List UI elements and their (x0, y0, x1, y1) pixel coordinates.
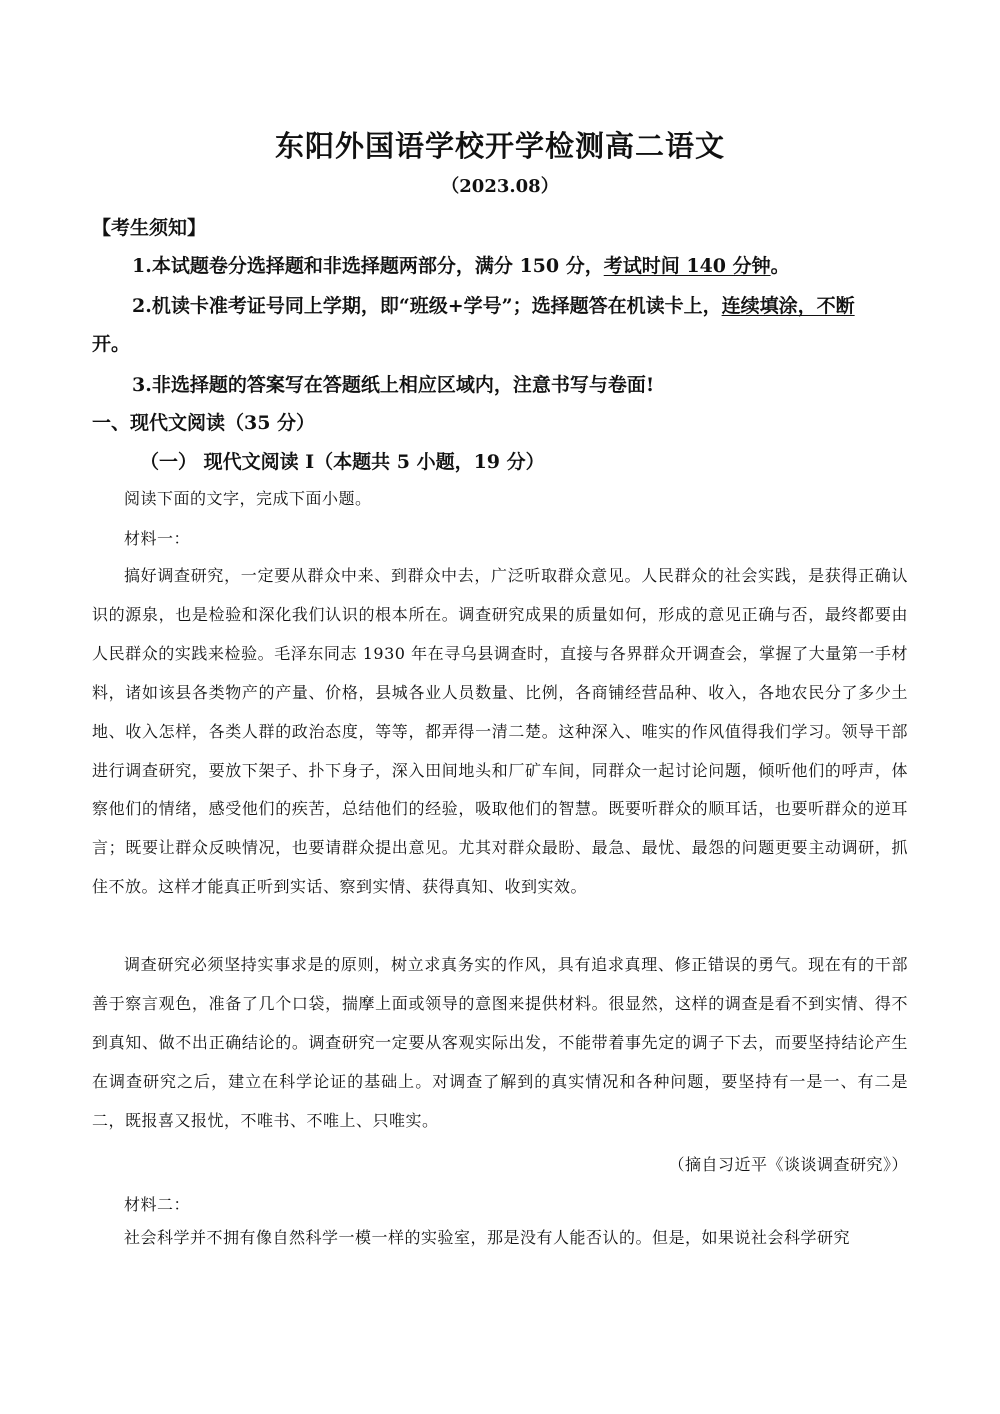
notice-item-2-underlined: 连续填涂，不断 (721, 295, 855, 317)
notice-item-1-text: 1.本试题卷分选择题和非选择题两部分，满分 150 分， (132, 255, 604, 277)
material1-source: （摘自习近平《谈谈调查研究》） (668, 1155, 908, 1174)
notice-item-1 (132, 251, 790, 278)
exam-date: （2023.08） (441, 176, 559, 197)
sub-section-heading: （一） 现代文阅读 I（本题共 5 小题，19 分） (140, 451, 545, 473)
material1-paragraph-2: 调查研究必须坚持实事求是的原则，树立求真务实的作风，具有追求真理、修正错误的勇气。现在有的干部善于察言观色，准备了几个口袋，揣摩上面或领导的意图来提供材料。很显然，这样的调查是看不到实情、得不到真知、做不出正确结论的。调查研究一定要从客观实际出发，不能带着事先定的调子下去，而要坚持结论产生在调查研究之后，建立在科学论证的基础上。对调查了解到的真实情况和各种问题，要坚持有一是一、有二是二，既报喜又报忧，不唯书、不唯上、只唯实。 (92, 955, 908, 1130)
notice-item-1-underlined: 考试时间 140 分钟 (603, 255, 771, 277)
material1-label: 材料一： (124, 529, 191, 548)
material1-paragraph-1: 搞好调查研究，一定要从群众中来、到群众中去，广泛听取群众意见。人民群众的社会实践，是获得正确认识的源泉，也是检验和深化我们认识的根本所在。调查研究成果的质量如何，形成的意见正确与否，最终都要由人民群众的实践来检验。毛泽东同志 1930 年在寻乌县调查时，直接与各界群众开调查会，掌握了大量第一手材料，诸如该县各类物产的产量、价格，县城各业人员数量、比例，各商铺经营品种、收入，各地农民分了多少土地、收入怎样，各类人群的政治态度，等等，都弄得一清二楚。这种深入、唯实的作风值得我们学习。领导干部进行调查研究，要放下架子、扑下身子，深入田间地头和厂矿车间，同群众一起讨论问题，倾听他们的呼声，体察他们的情绪，感受他们的疾苦，总结他们的经验，吸取他们的智慧。既要听群众的顺耳话，也要听群众的逆耳言；既要让群众反映情况，也要请群众提出意见。尤其对群众最盼、最急、最忧、最怨的问题更要主动调研，抓住不放。这样才能真正听到实话、察到实情、获得真知、收到实效。 (92, 566, 908, 897)
notice-item-2 (132, 291, 855, 318)
instruction-text: 阅读下面的文字，完成下面小题。 (124, 489, 372, 508)
material2-label: 材料二： (124, 1195, 191, 1214)
section-heading: 一、现代文阅读（35 分） (92, 412, 316, 434)
page-title: 东阳外国语学校开学检测高二语文 (274, 129, 725, 163)
notice-heading: 【考生须知】 (92, 217, 207, 239)
notice-item-1-tail: 。 (770, 255, 790, 277)
material2-paragraph-1: 社会科学并不拥有像自然科学一模一样的实验室，那是没有人能否认的。但是，如果说社会科学研究 (124, 1228, 851, 1247)
notice-item-3: 3.非选择题的答案写在答题纸上相应区域内，注意书写与卷面! (132, 374, 655, 396)
notice-item-2-wrap: 开。 (92, 333, 131, 355)
notice-item-2-text: 2.机读卡准考证号同上学期，即“班级+学号”；选择题答在机读卡上， (132, 295, 722, 317)
